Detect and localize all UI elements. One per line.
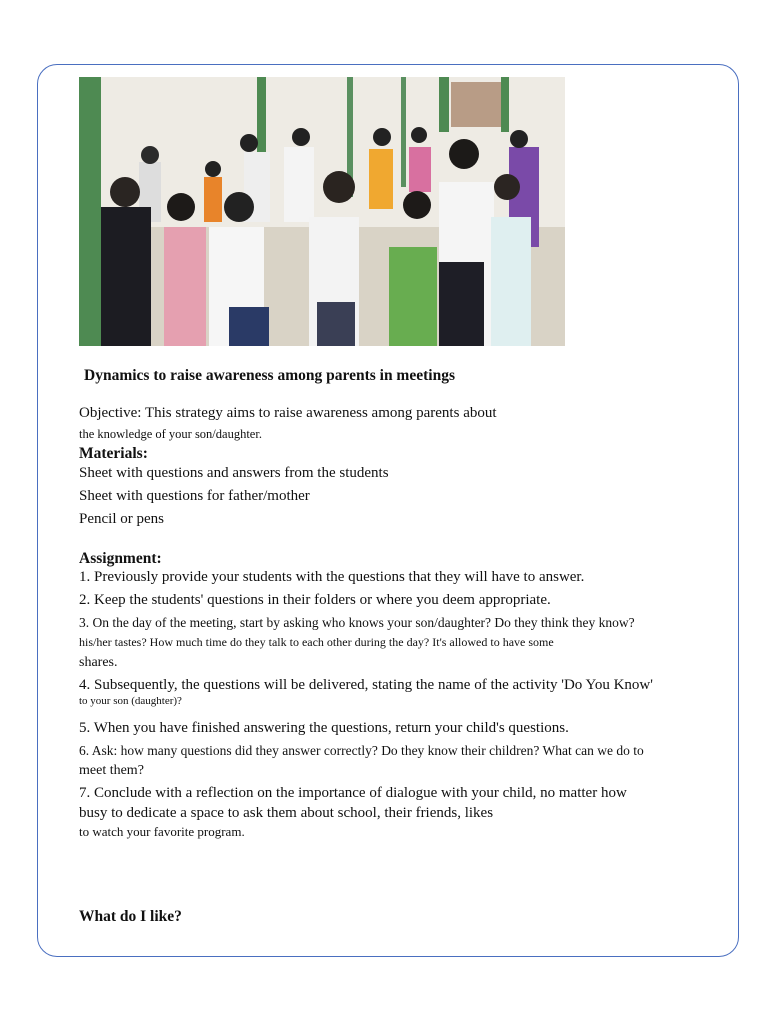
assignment-line: 7. Conclude with a reflection on the importance of dialogue with your child, no matter how xyxy=(79,785,627,801)
materials-item: Sheet with questions and answers from the students xyxy=(79,465,389,481)
assignment-line: 3. On the day of the meeting, start by asking who knows your son/daughter? Do they think they know? xyxy=(79,615,635,630)
assignment-line: meet them? xyxy=(79,763,144,778)
materials-item: Pencil or pens xyxy=(79,511,164,527)
assignment-line: 5. When you have finished answering the questions, return your child's questions. xyxy=(79,720,569,736)
assignment-line: 6. Ask: how many questions did they answer correctly? Do they know their children? What can we do to xyxy=(79,743,644,758)
materials-item: Sheet with questions for father/mother xyxy=(79,488,310,504)
assignment-line: shares. xyxy=(79,655,118,670)
assignment-line: 2. Keep the students' questions in their folders or where you deem appropriate. xyxy=(79,592,551,608)
materials-heading: Materials: xyxy=(79,445,148,462)
assignment-line: to watch your favorite program. xyxy=(79,824,245,839)
assignment-line: 4. Subsequently, the questions will be delivered, stating the name of the activity 'Do You Know' xyxy=(79,677,653,693)
group-activity-photo xyxy=(79,77,565,346)
footer-heading: What do I like? xyxy=(79,908,182,925)
assignment-line: 1. Previously provide your students with the questions that they will have to answer. xyxy=(79,569,585,585)
objective-line-1: Objective: This strategy aims to raise awareness among parents about xyxy=(79,405,497,421)
assignment-line: to your son (daughter)? xyxy=(79,695,182,707)
page-title: Dynamics to raise awareness among parents in meetings xyxy=(84,367,455,384)
assignment-heading: Assignment: xyxy=(79,550,162,567)
assignment-line: his/her tastes? How much time do they talk to each other during the day? It's allowed to have some xyxy=(79,635,554,649)
assignment-line: busy to dedicate a space to ask them about school, their friends, likes xyxy=(79,805,494,821)
objective-line-2: the knowledge of your son/daughter. xyxy=(79,427,262,441)
